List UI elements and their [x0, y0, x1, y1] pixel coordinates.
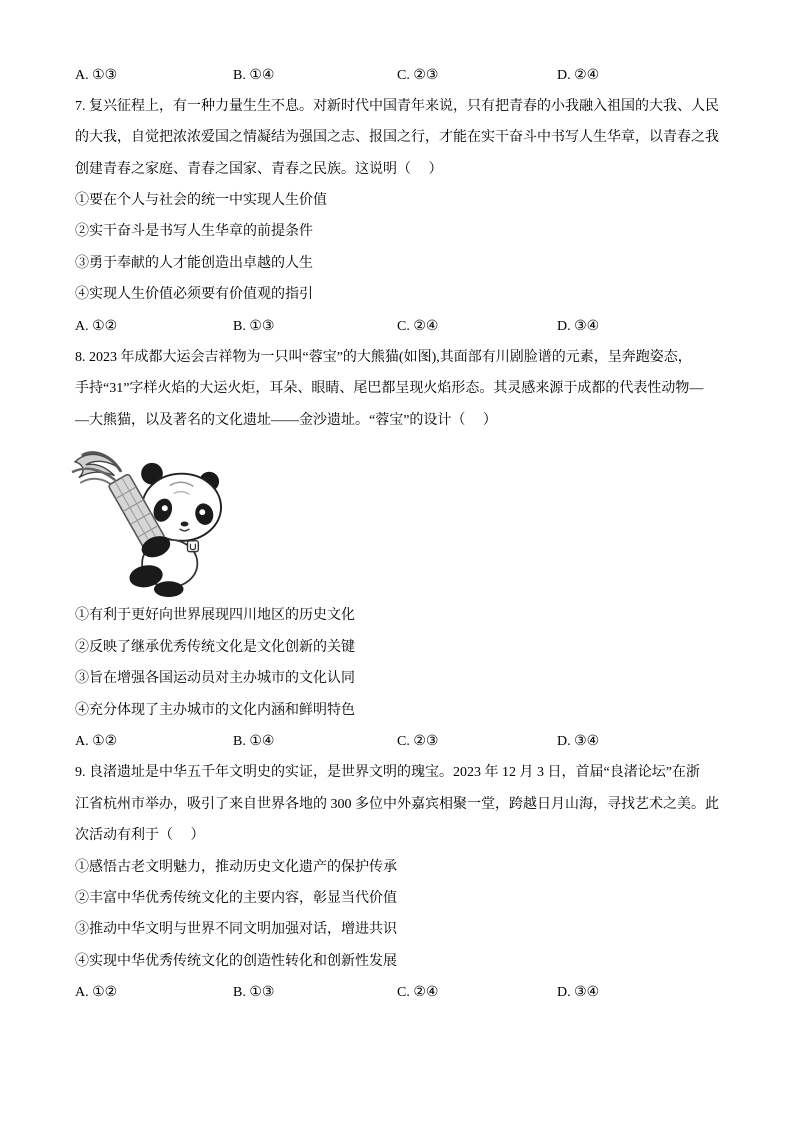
q8-options	[75, 726, 735, 757]
q7-stem-line-2: 的大我，自觉把浓浓爱国之情凝结为强国之志、报国之行，才能在实干奋斗中书写人生华章，以青春之我	[75, 130, 719, 146]
question-7	[75, 91, 735, 342]
q8-statement-2: ②反映了继承优秀传统文化是文化创新的关键	[75, 639, 355, 655]
q7-statement-1: ①要在个人与社会的统一中实现人生价值	[75, 193, 327, 209]
panda-mascot-figure	[70, 450, 230, 598]
q9-option-b: B. ①③	[233, 985, 275, 1001]
q8-stem-line-3: —大熊猫，以及著名的文化遗址——金沙遗址。“蓉宝”的设计（ ）	[75, 412, 497, 428]
q7-stem-line-3: 创建青春之家庭、青春之国家、青春之民族。这说明（ ）	[75, 161, 443, 177]
q8-stem-line-1: 8. 2023 年成都大运会吉祥物为一只叫“蓉宝”的大熊猫(如图),其面部有川剧脸谱的元素，呈奔跑姿态，	[75, 350, 692, 366]
q7-option-a: A. ①②	[75, 318, 118, 334]
q7-statement-4: ④实现人生价值必须要有价值观的指引	[75, 287, 313, 303]
q9-statement-4: ④实现中华优秀传统文化的创造性转化和创新性发展	[75, 953, 397, 969]
panda-right-eye	[199, 509, 205, 515]
q9-options	[75, 977, 735, 1008]
q6-option-c: C. ②③	[397, 67, 439, 83]
q8-option-b: B. ①④	[233, 734, 275, 750]
q6-option-d: D. ②④	[557, 67, 600, 83]
q9-option-a: A. ①②	[75, 985, 118, 1001]
q9-stem-line-2: 江省杭州市举办，吸引了来自世界各地的 300 多位中外嘉宾相聚一堂，跨越日月山海，寻找艺术之美。此	[75, 796, 719, 812]
q8-statement-4: ④充分体现了主办城市的文化内涵和鲜明特色	[75, 702, 355, 718]
q7-statement-2: ②实干奋斗是书写人生华章的前提条件	[75, 224, 313, 240]
torch-flame-icon	[73, 453, 120, 486]
q7-option-c: C. ②④	[397, 318, 439, 334]
panda-nose	[181, 521, 189, 526]
q9-option-c: C. ②④	[397, 985, 439, 1001]
q6-option-a: A. ①③	[75, 67, 118, 83]
q9-option-d: D. ③④	[557, 985, 600, 1001]
q9-statement-3: ③推动中华文明与世界不同文明加强对话，增进共识	[75, 922, 397, 938]
q8-option-d: D. ③④	[557, 734, 600, 750]
q8-stem-line-2: 手持“31”字样火焰的大运火炬，耳朵、眼睛、尾巴都呈现火焰形态。其灵感来源于成都的代表性动物—	[75, 381, 704, 397]
panda-left-eye	[162, 505, 168, 511]
q8-option-c: C. ②③	[397, 734, 439, 750]
q8-statement-1: ①有利于更好向世界展现四川地区的历史文化	[75, 608, 355, 624]
q9-stem-line-1: 9. 良渚遗址是中华五千年文明史的实证，是世界文明的瑰宝。2023 年 12 月 3 日，首届“良渚论坛”在浙	[75, 765, 700, 781]
q7-option-d: D. ③④	[557, 318, 600, 334]
q9-statement-1: ①感悟古老文明魅力，推动历史文化遗产的保护传承	[75, 859, 397, 875]
panda-mascot-icon	[70, 450, 230, 598]
q6-option-b: B. ①④	[233, 67, 275, 83]
question-8	[75, 342, 735, 757]
q9-statement-2: ②丰富中华优秀传统文化的主要内容，彰显当代价值	[75, 890, 397, 906]
q8-option-a: A. ①②	[75, 734, 118, 750]
q7-option-b: B. ①③	[233, 318, 275, 334]
q7-stem-line-1: 7. 复兴征程上，有一种力量生生不息。对新时代中国青年来说，只有把青春的小我融入祖国的大我、人民	[75, 98, 719, 114]
panda-right-leg	[154, 581, 184, 597]
q7-options	[75, 311, 735, 342]
q8-statement-3: ③旨在增强各国运动员对主办城市的文化认同	[75, 671, 355, 687]
question-9	[75, 757, 735, 1008]
exam-page	[75, 60, 735, 1009]
q6-options	[75, 60, 735, 91]
q9-stem-line-3: 次活动有利于（ ）	[75, 828, 205, 844]
q7-statement-3: ③勇于奉献的人才能创造出卓越的人生	[75, 255, 313, 271]
